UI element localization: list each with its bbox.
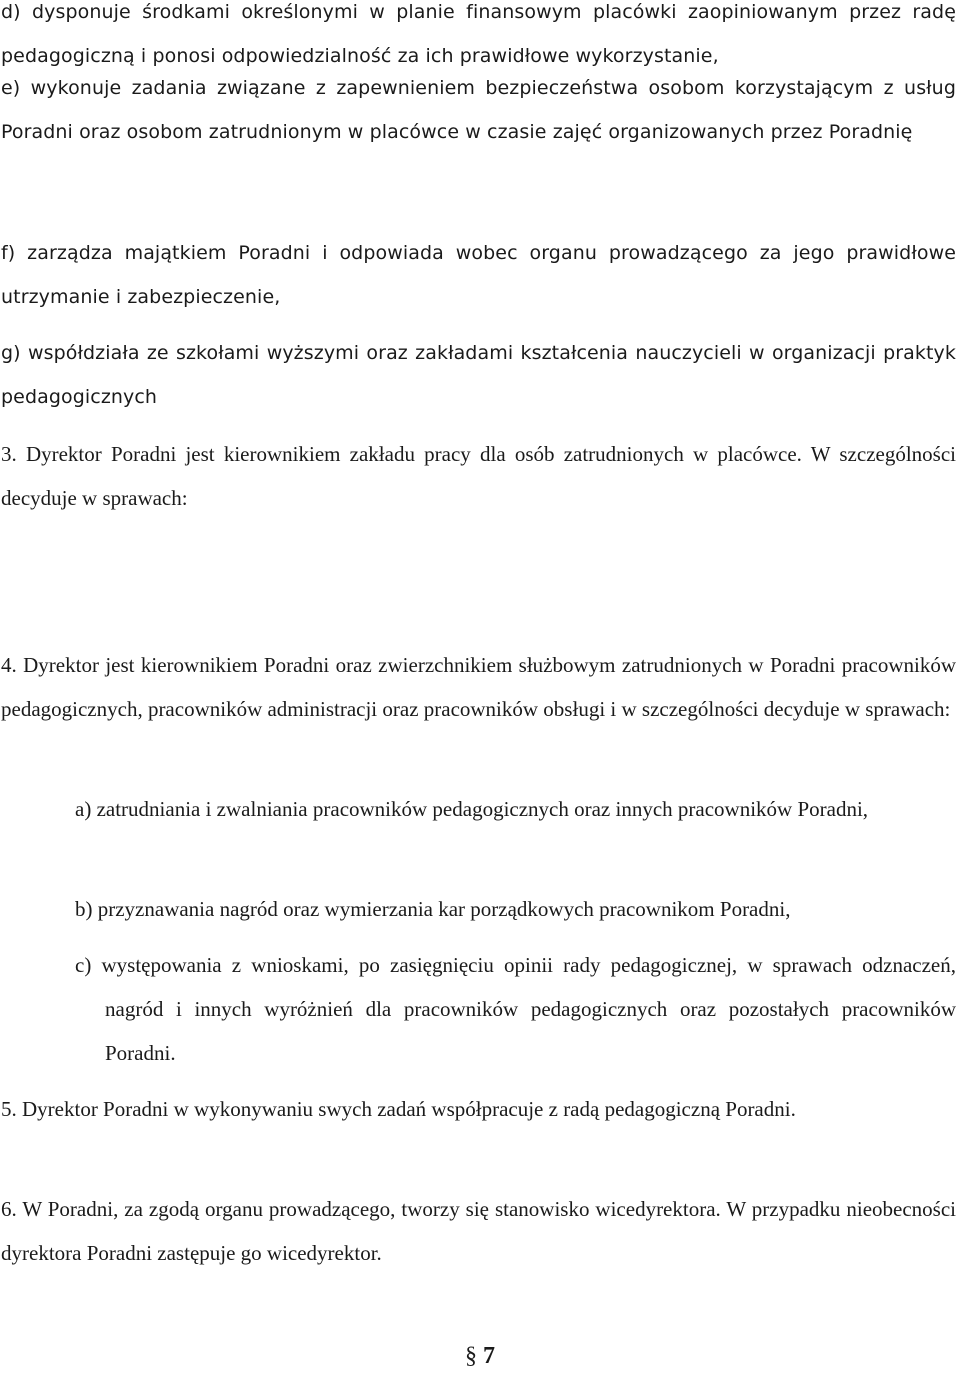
paragraph-g: g) współdziała ze szkołami wyższymi oraz zakładami kształcenia nauczycieli w organizacji praktyk pedagogicznych	[1, 342, 956, 408]
paragraph-6: 6. W Poradni, za zgodą organu prowadzącego, tworzy się stanowisko wicedyrektora. W przypadku nieobecności dyrektora Poradni zastępuje go wicedyrektor.	[1, 1197, 956, 1265]
paragraph-4c: c) występowania z wnioskami, po zasięgnięciu opinii rady pedagogicznej, w sprawach odznaczeń, nagród i innych wyróżnień dla pracowników pedagogicznych oraz pozostałych pracowników Poradni.	[75, 953, 956, 1065]
paragraph-d: d) dysponuje środkami określonymi w planie finansowym placówki zaopiniowanym przez radę pedagogiczną i ponosi odpowiedzialność za ich prawidłowe wykorzystanie,	[1, 1, 956, 67]
page-footer	[0, 1334, 960, 1378]
paragraph-4b: b) przyznawania nagród oraz wymierzania kar porządkowych pracownikom Poradni,	[75, 897, 791, 921]
section-symbol: §	[465, 1343, 477, 1369]
paragraph-4a: a) zatrudniania i zwalniania pracowników pedagogicznych oraz innych pracowników Poradni,	[75, 797, 869, 821]
paragraph-e: e) wykonuje zadania związane z zapewnieniem bezpieczeństwa osobom korzystającym z usług Poradni oraz osobom zatrudnionym w placówce w czasie zajęć organizowanych przez Poradnię	[1, 77, 956, 143]
paragraph-3: 3. Dyrektor Poradni jest kierownikiem zakładu pracy dla osób zatrudnionych w placówce. W szczególności decyduje w sprawach:	[1, 442, 956, 510]
paragraph-5: 5. Dyrektor Poradni w wykonywaniu swych zadań współpracuje z radą pedagogiczną Poradni.	[1, 1097, 796, 1121]
page-number: 7	[483, 1343, 495, 1369]
paragraph-4: 4. Dyrektor jest kierownikiem Poradni oraz zwierzchnikiem służbowym zatrudnionych w Poradni pracowników pedagogicznych, pracowników administracji oraz pracowników obsługi i w szczególności decyduje w sprawach:	[1, 653, 956, 721]
paragraph-f: f) zarządza majątkiem Poradni i odpowiada wobec organu prowadzącego za jego prawidłowe utrzymanie i zabezpieczenie,	[1, 242, 956, 308]
